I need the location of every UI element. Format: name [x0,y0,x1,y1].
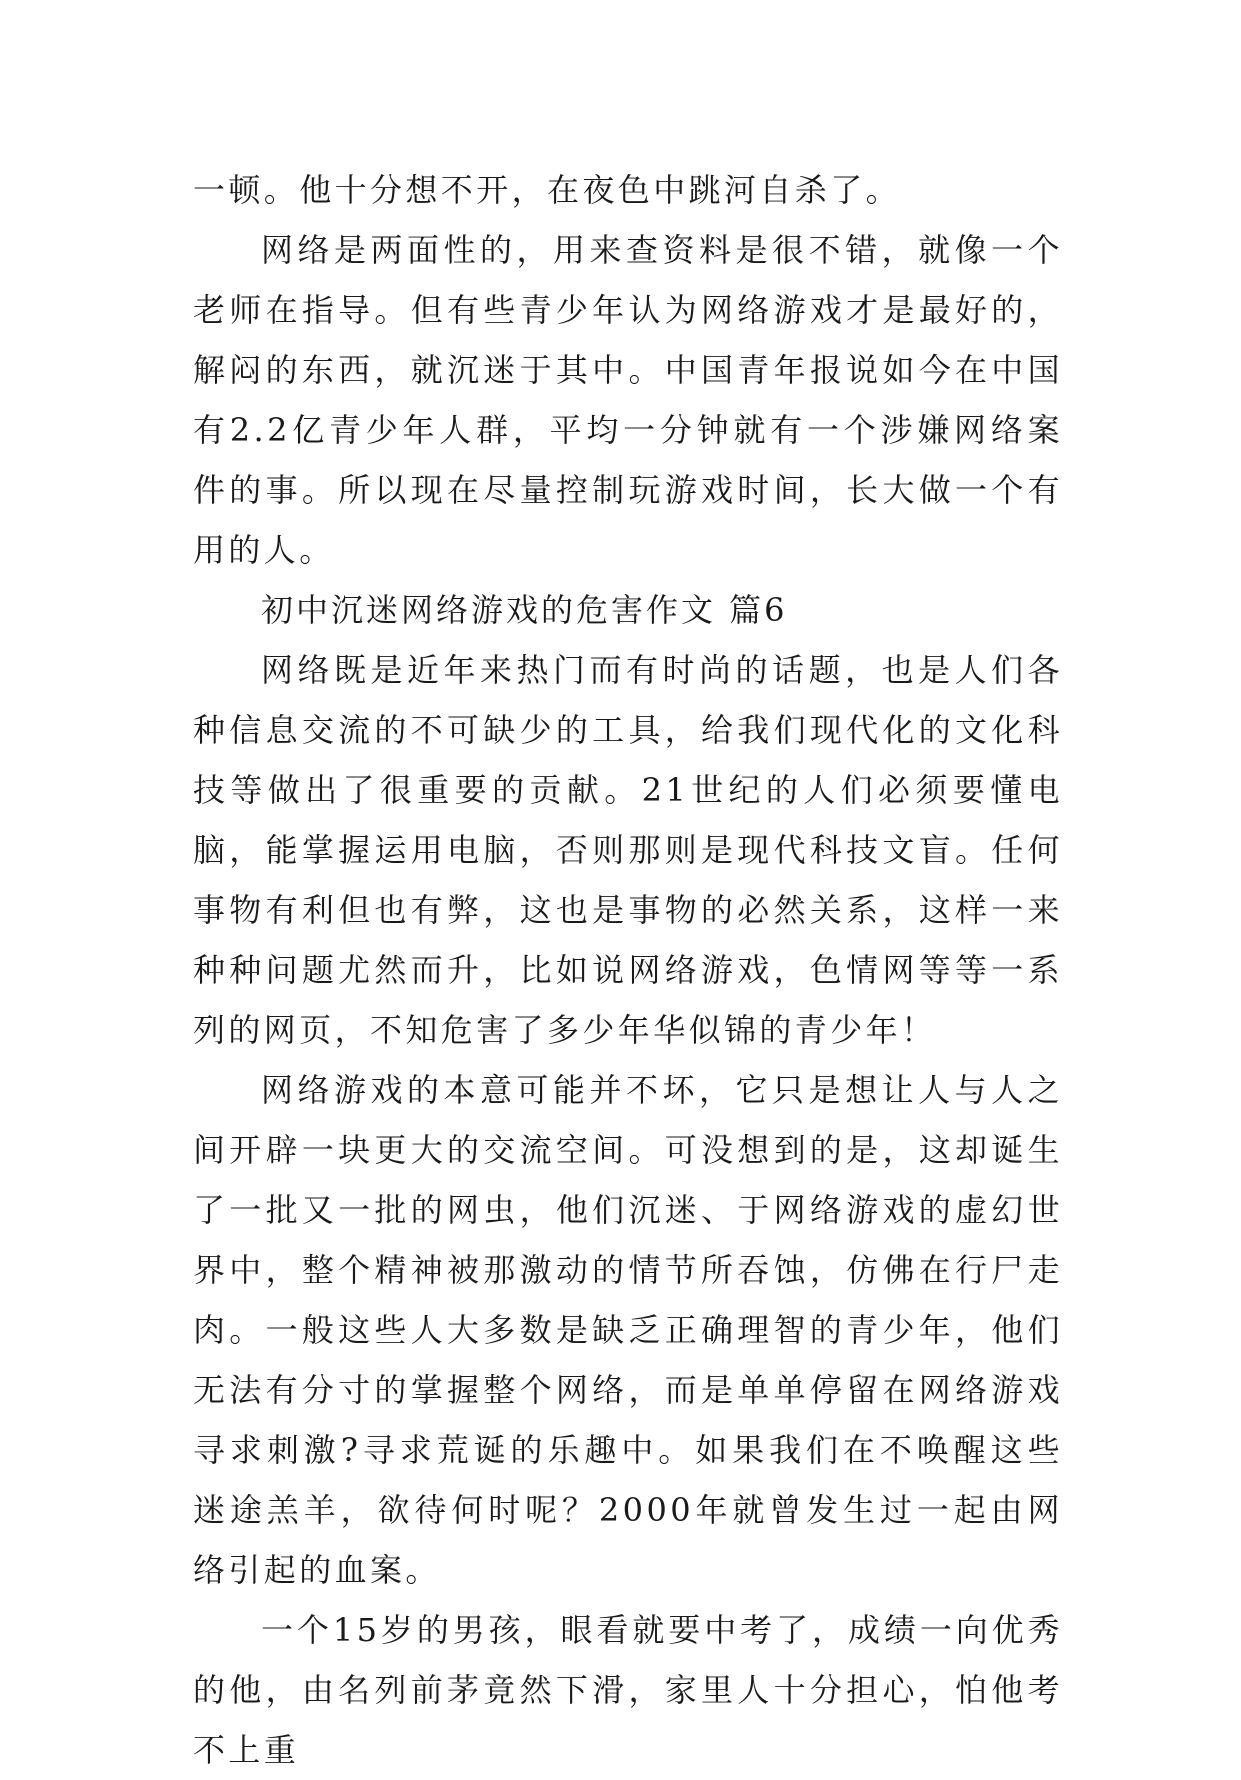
paragraph: 网络是两面性的，用来查资料是很不错，就像一个老师在指导。但有些青少年认为网络游戏才是最好的，解闷的东西，就沉迷于其中。中国青年报说如今在中国有2.2亿青少年人群，平均一分钟就有一个涉嫌网络案件的事。所以现在尽量控制玩游戏时间，长大做一个有用的人。 [193,231,1063,569]
paragraph: 网络既是近年来热门而有时尚的话题，也是人们各种信息交流的不可缺少的工具，给我们现代化的文化科技等做出了很重要的贡献。21世纪的人们必须要懂电脑，能掌握运用电脑，否则那则是现代科技文盲。任何事物有利但也有弊，这也是事物的必然关系，这样一来种种问题尤然而升，比如说网络游戏，色情网等等一系列的网页，不知危害了多少年华似锦的青少年！ [193,651,1063,1049]
paragraph: 网络游戏的本意可能并不坏，它只是想让人与人之间开辟一块更大的交流空间。可没想到的是，这却诞生了一批又一批的网虫，他们沉迷、于网络游戏的虚幻世界中，整个精神被那激动的情节所吞蚀，仿佛在行尸走肉。一般这些人大多数是缺乏正确理智的青少年，他们无法有分寸的掌握整个网络，而是单单停留在网络游戏寻求刺激?寻求荒诞的乐趣中。如果我们在不唤醒这些迷途羔羊，欲待何时呢？2000年就曾发生过一起由网络引起的血案。 [193,1071,1063,1589]
section-heading: 初中沉迷网络游戏的危害作文 篇6 [261,591,788,629]
document-body [193,160,1063,1780]
paragraph-continuation: 一顿。他十分想不开，在夜色中跳河自杀了。 [193,171,902,209]
paragraph: 一个15岁的男孩，眼看就要中考了，成绩一向优秀的他，由名列前茅竟然下滑，家里人十分担心，怕他考不上重 [193,1611,1063,1769]
